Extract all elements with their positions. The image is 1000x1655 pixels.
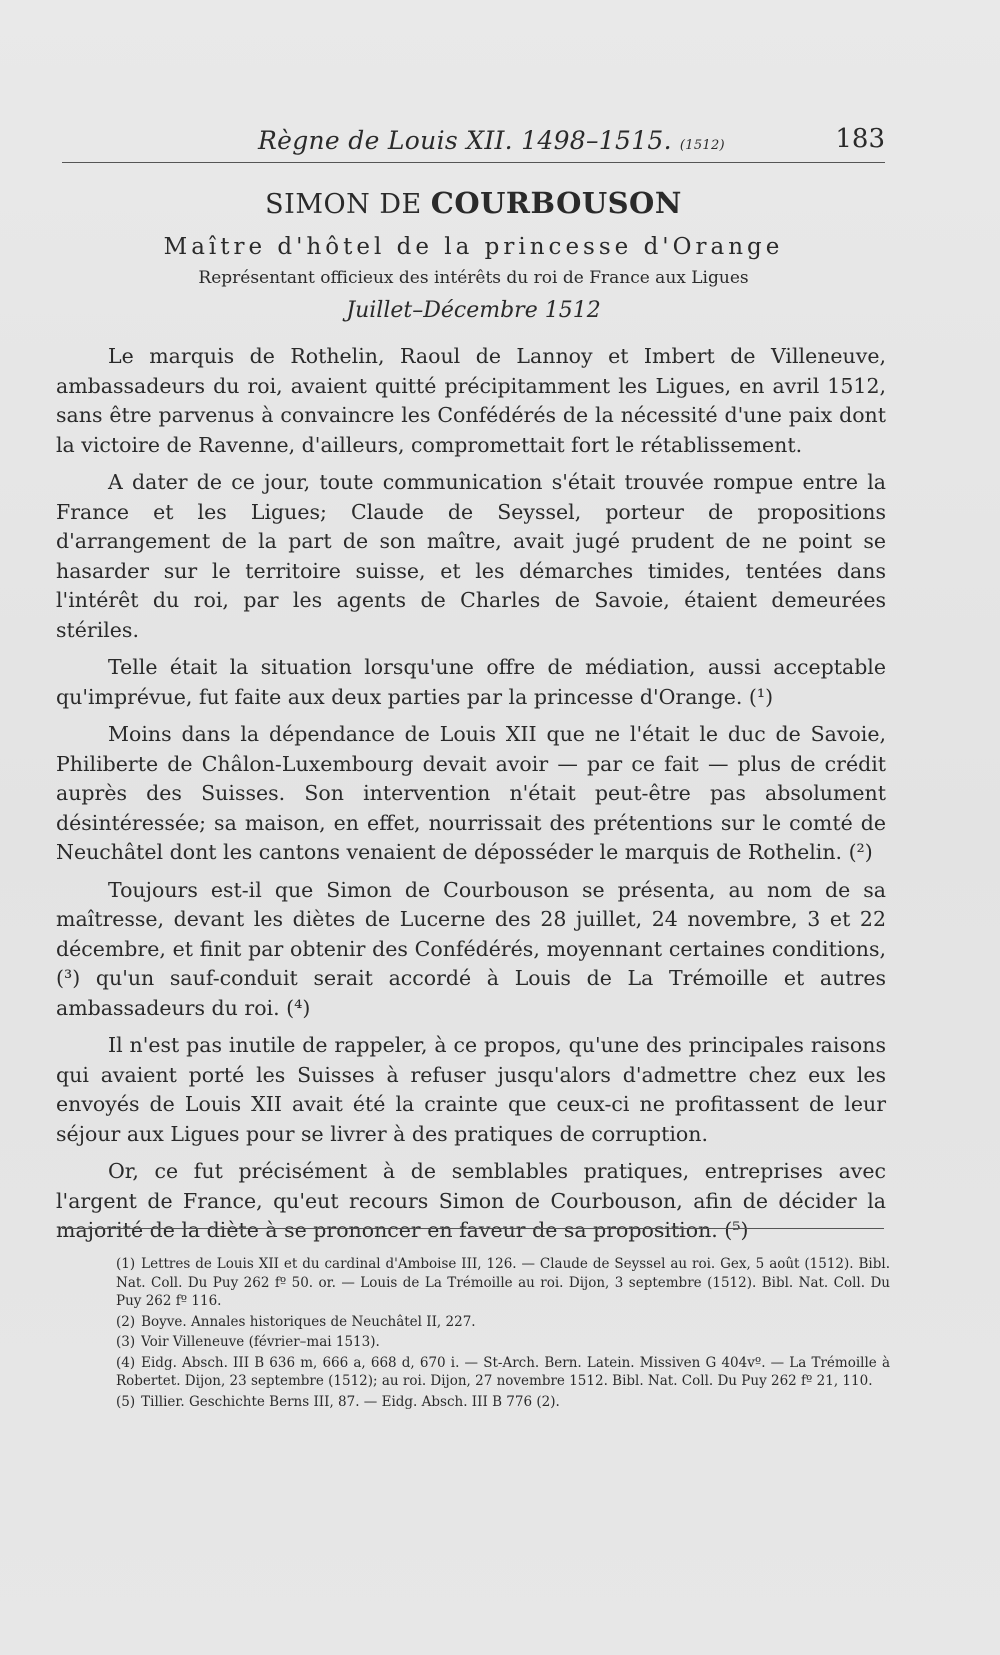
page-header (62, 118, 885, 163)
paragraph: Il n'est pas inutile de rappeler, à ce propos, qu'une des principales raisons qui avaient porté les Suisses à refuser jusqu'alors d'admettre chez eux les envoyés de Louis XII avait été la crainte que ceux-ci ne profitassent de leur séjour aux Ligues pour se livrer à des pratiques de corruption. (56, 1033, 886, 1146)
title-surname: COURBOUSON (430, 186, 682, 220)
paragraph: Telle était la situation lorsqu'une offre de médiation, aussi acceptable qu'imprévue, fut faite aux deux parties par la princesse d'Orange. (¹) (56, 655, 886, 709)
footnote (64, 1393, 890, 1412)
footnote-number: (5) (116, 1393, 136, 1410)
footnote (64, 1354, 890, 1391)
footnote-number: (3) (116, 1334, 136, 1350)
footnote-number: (4) (116, 1354, 136, 1371)
title-prefix: SIMON DE (265, 189, 422, 220)
footnote (64, 1255, 890, 1311)
footnote-text: Boyve. Annales historiques de Neuchâtel II, 227. (141, 1313, 476, 1330)
footnote (64, 1313, 890, 1332)
running-head-text: Règne de Louis XII. 1498–1515. (258, 126, 672, 155)
paragraph: Le marquis de Rothelin, Raoul de Lannoy et Imbert de Villeneuve, ambassadeurs du roi, avaient quitté précipitamment les Ligues, en avril 1512, sans être parvenus à convaincre les Confédérés de la nécessité d'une paix dont la victoire de Ravenne, d'ailleurs, compromettait fort le rétablissement. (56, 344, 886, 457)
footnote (64, 1333, 890, 1352)
footnote-number: (1) (116, 1256, 136, 1272)
footnotes (64, 1255, 890, 1413)
footnote-text: Eidg. Absch. III B 636 m, 666 a, 668 d, 670 i. — St-Arch. Bern. Latein. Missiven G 404vº. — La Trémoille à Robertet. Dijon, 23 septembre (1512); au roi. Dijon, 27 novembre 1512. Bibl. Nat. Coll. Du Puy 262 fº 21, 110. (116, 1354, 890, 1389)
footnote-number: (2) (116, 1313, 136, 1330)
footnote-divider (62, 1228, 884, 1229)
year-note: (1512) (679, 138, 725, 153)
date-range: Juillet–Décembre 1512 (346, 298, 601, 323)
paragraph: Or, ce fut précisément à de semblables pratiques, entreprises avec l'argent de France, qu'eut recours Simon de Courbouson, afin de décider la majorité de la diète à se prononcer en faveur de sa proposition. (⁵) (56, 1159, 886, 1242)
footnote-text: Lettres de Louis XII et du cardinal d'Amboise III, 126. — Claude de Seyssel au roi. Gex, 5 août (1512). Bibl. Nat. Coll. Du Puy 262 fº 50. or. — Louis de La Trémoille au roi. Dijon, 3 septembre (1512). Bibl. Nat. Coll. Du Puy 262 fº 116. (116, 1256, 890, 1309)
paragraph: Toujours est-il que Simon de Courbouson se présenta, au nom de sa maîtresse, devant les diètes de Lucerne des 28 juillet, 24 novembre, 3 et 22 décembre, et finit par obtenir des Confédérés, moyennant certaines conditions, (³) qu'un sauf-conduit serait accordé à Louis de La Trémoille et autres ambassadeurs du roi. (⁴) (56, 877, 886, 1020)
description-subtitle: Représentant officieux des intérêts du roi de France aux Ligues (198, 268, 749, 288)
paragraph: Moins dans la dépendance de Louis XII que ne l'était le duc de Savoie, Philiberte de Châlon-Luxembourg devait avoir — par ce fait — plus de crédit auprès des Suisses. Son intervention n'était peut-être pas absolument désintéressée; sa maison, en effet, nourrissait des prétentions sur le comté de Neuchâtel dont les cantons venaient de déposséder le marquis de Rothelin. (²) (56, 722, 886, 864)
chapter-title-block (62, 186, 885, 323)
chapter-title (62, 186, 885, 220)
body-text (56, 342, 886, 1254)
footnote-text: Voir Villeneuve (février–mai 1513). (141, 1334, 380, 1350)
paragraph: A dater de ce jour, toute communication s'était trouvée rompue entre la France et les Ligues; Claude de Seyssel, porteur de propositions d'arrangement de la part de son maître, avait jugé prudent de ne point se hasarder sur le territoire suisse, et les démarches timides, tentées dans l'intérêt du roi, par les agents de Charles de Savoie, étaient demeurées stériles. (56, 470, 886, 642)
page-number: 183 (835, 124, 885, 154)
role-subtitle: Maître d'hôtel de la princesse d'Orange (163, 234, 784, 260)
footnote-text: Tillier. Geschichte Berns III, 87. — Eidg. Absch. III B 776 (2). (141, 1393, 560, 1410)
running-head (258, 126, 725, 155)
